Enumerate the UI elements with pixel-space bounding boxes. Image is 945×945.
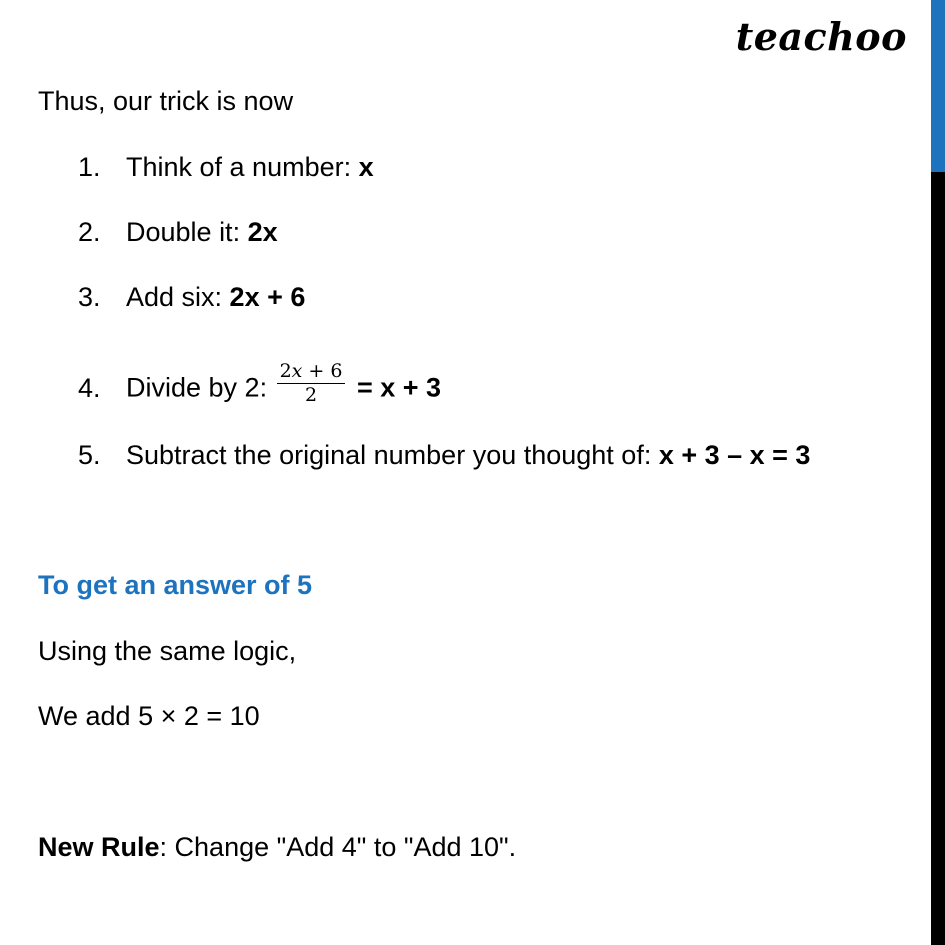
scrollbar[interactable] (931, 0, 945, 945)
step-text: Double it: (126, 217, 248, 247)
step-result: = x + 3 (357, 372, 442, 403)
step-number: 2. (78, 217, 101, 247)
step-result: x (358, 152, 374, 182)
fraction (277, 360, 346, 407)
fraction-numerator: 2x + 6 (277, 360, 346, 384)
step-result: 2x (247, 217, 278, 247)
section-heading: To get an answer of 5 (38, 570, 313, 600)
step-text: Subtract the original number you thought of: (126, 440, 659, 470)
teachoo-logo: teachoo (735, 14, 907, 59)
step-number: 1. (78, 152, 101, 182)
new-rule-label: New Rule (38, 832, 160, 862)
step-text: Add six: (126, 282, 230, 312)
new-rule (38, 832, 516, 863)
step-text: Think of a number: (126, 152, 359, 182)
logic-text: Using the same logic, (38, 636, 297, 666)
step-3 (78, 282, 305, 313)
step-1 (78, 152, 374, 183)
new-rule-text: : Change "Add 4" to "Add 10". (159, 832, 517, 862)
intro-text: Thus, our trick is now (38, 86, 294, 116)
step-result: 2x + 6 (229, 282, 306, 312)
step-2 (78, 217, 278, 248)
step-result: x + 3 – x = 3 (658, 440, 811, 470)
step-text: Divide by 2: (126, 372, 275, 403)
step-number: 4. (78, 372, 101, 403)
step-4 (78, 360, 442, 413)
fraction-denominator: 2 (304, 384, 318, 406)
step-number: 3. (78, 282, 101, 312)
scrollbar-thumb[interactable] (931, 0, 945, 172)
step-5 (78, 440, 810, 471)
add-text: We add 5 × 2 = 10 (38, 701, 260, 731)
step-number: 5. (78, 440, 101, 470)
